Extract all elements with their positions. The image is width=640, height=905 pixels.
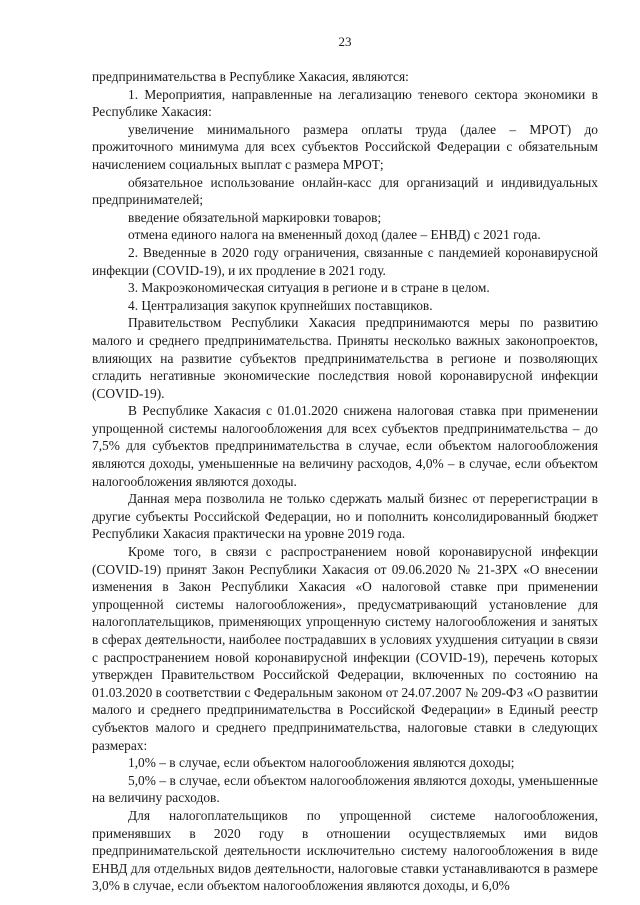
document-page <box>92 34 598 895</box>
paragraph: В Республике Хакасия с 01.01.2020 снижена налоговая ставка при применении упрощенной системы налогообложения для всех субъектов предпринимательства – до 7,5% для субъектов предпринимательства в случае, если объектом налогообложения являются доходы, уменьшенные на величину расходов, 4,0% – в случае, если объектом налогообложения являются доходы. <box>92 403 598 489</box>
paragraph: Для налогоплательщиков по упрощенной системе налогообложения, применявших в 2020 году в отношении осуществляемых ими видов предпринимательской деятельности исключительно систему налогообложения в виде ЕНВД для отдельных видов деятельности, налоговые ставки устанавливаются в размере 3,0% в случае, если объектом налогообложения являются доходы, и 6,0% <box>92 807 598 894</box>
paragraph: 4. Централизация закупок крупнейших поставщиков. <box>128 297 433 313</box>
paragraph: 3. Макроэкономическая ситуация в регионе и в стране в целом. <box>128 280 490 296</box>
paragraph: обязательное использование онлайн-касс для организаций и индивидуальных предпринимателей; <box>92 174 598 208</box>
paragraph: Данная мера позволила не только сдержать малый бизнес от перерегистрации в другие субъекты Российской Федерации, но и пополнить консолидированный бюджет Республики Хакасия практически на уровне 2019 года. <box>92 491 598 542</box>
paragraph: Правительством Республики Хакасия предпринимаются меры по развитию малого и среднего предпринимательства. Приняты несколько важных законопроектов, влияющих на развитие субъектов предпринимательства в регионе и позволяющих сгладить негативные экономические последствия новой коронавирусной инфекции (COVID-19). <box>92 315 598 401</box>
paragraph: увеличение минимального размера оплаты труда (далее – МРОТ) до прожиточного минимума для всех субъектов Российской Федерации с обязательным начислением социальных выплат с размера МРОТ; <box>92 121 598 172</box>
page-number: 23 <box>338 34 352 49</box>
paragraph: предпринимательства в Республике Хакасия, являются: <box>92 69 409 84</box>
paragraph: отмена единого налога на вмененный доход (далее – ЕНВД) с 2021 года. <box>128 227 541 243</box>
paragraph: 2. Введенные в 2020 году ограничения, связанные с пандемией коронавирусной инфекции (COVID-19), и их продление в 2021 году. <box>92 244 598 278</box>
document-body <box>92 68 598 895</box>
paragraph: Кроме того, в связи с распространением новой коронавирусной инфекции (COVID-19) принят Закон Республики Хакасия от 09.06.2020 № 21-ЗРХ «О внесении изменения в Закон Республики Хакасия «О налоговой ставке при применении упрощенной системы налогообложения», предусматривающий установление для налогоплательщиков, применяющих упрощенную систему налогообложения и занятых в сферах деятельности, наиболее пострадавших в условиях ухудшения ситуации в связи с распространением новой коронавирусной инфекции (COVID-19), перечень которых утвержден Правительством Российской Федерации, включенных по состоянию на 01.03.2020 в соответствии с Федеральным законом от 24.07.2007 № 209-ФЗ «О развитии малого и среднего предпринимательства в Российской Федерации» в Единый реестр субъектов малого и среднего предпринимательства, налоговые ставки в следующих размерах: <box>92 544 598 753</box>
paragraph: введение обязательной маркировки товаров; <box>128 209 382 225</box>
paragraph: 5,0% – в случае, если объектом налогообложения являются доходы, уменьшенные на величину расходов. <box>92 772 598 806</box>
paragraph: 1. Мероприятия, направленные на легализацию теневого сектора экономики в Республике Хакасия: <box>92 86 598 120</box>
paragraph: 1,0% – в случае, если объектом налогообложения являются доходы; <box>128 755 515 771</box>
